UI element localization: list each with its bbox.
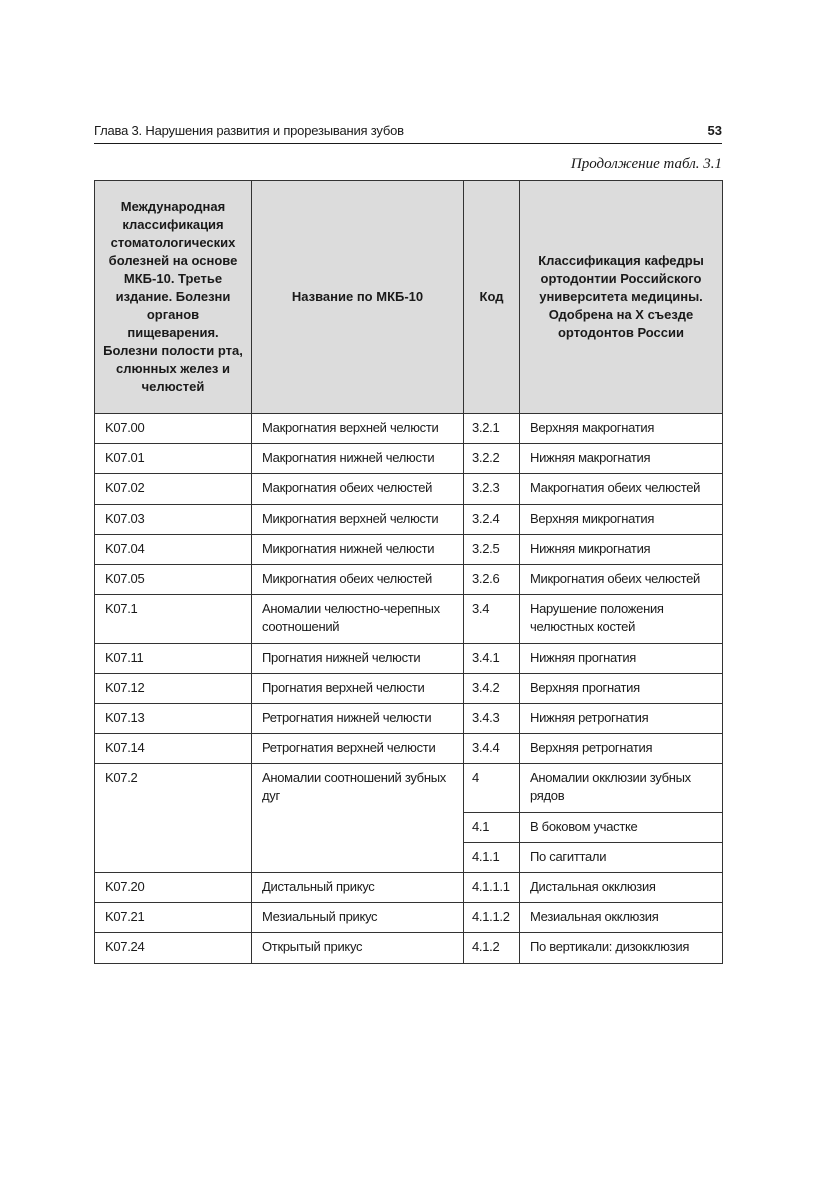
icd-code-cell: K07.2: [95, 764, 252, 873]
header-icd-name: Название по МКБ-10: [252, 181, 464, 414]
icd-name-cell: Макрогнатия обеих челюстей: [252, 474, 464, 504]
icd-code-cell: K07.00: [95, 414, 252, 444]
code-cell: 4.1.1.1: [464, 873, 520, 903]
icd-name-cell: Аномалии челюстно-черепных соотношений: [252, 595, 464, 643]
icd-name-cell: Макрогнатия верхней челюсти: [252, 414, 464, 444]
classification-cell: Нижняя ретрогнатия: [520, 703, 723, 733]
chapter-title: Глава 3. Нарушения развития и прорезывания зубов: [94, 123, 404, 138]
code-cell: 3.4.2: [464, 673, 520, 703]
table-row: [95, 564, 723, 594]
classification-table: [94, 180, 723, 964]
header-department-classification: Классификация кафедры ортодонтии Российского университета медицины. Одобрена на X съезде ортодонтов России: [520, 181, 723, 414]
classification-cell: Верхняя макрогнатия: [520, 414, 723, 444]
icd-code-cell: K07.13: [95, 703, 252, 733]
header-code: Код: [464, 181, 520, 414]
classification-cell: Нижняя макрогнатия: [520, 444, 723, 474]
classification-cell: В боковом участке: [520, 812, 723, 842]
table-header-row: [95, 181, 723, 414]
icd-name-cell: Мезиальный прикус: [252, 903, 464, 933]
icd-name-cell: Микрогнатия обеих челюстей: [252, 564, 464, 594]
table-row: [95, 734, 723, 764]
icd-code-cell: K07.05: [95, 564, 252, 594]
page-number: 53: [707, 123, 722, 138]
table-continuation-label: Продолжение табл. 3.1: [570, 156, 722, 172]
code-cell: 3.2.6: [464, 564, 520, 594]
code-cell: 3.2.1: [464, 414, 520, 444]
classification-cell: По вертикали: дизокклюзия: [520, 933, 723, 963]
icd-code-cell: K07.20: [95, 873, 252, 903]
code-cell: 3.4.3: [464, 703, 520, 733]
code-cell: 4.1: [464, 812, 520, 842]
table-row: [95, 643, 723, 673]
code-cell: 3.2.5: [464, 534, 520, 564]
running-head: [94, 121, 722, 144]
icd-code-cell: K07.12: [95, 673, 252, 703]
icd-code-cell: K07.1: [95, 595, 252, 643]
classification-cell: Макрогнатия обеих челюстей: [520, 474, 723, 504]
classification-cell: Нижняя прогнатия: [520, 643, 723, 673]
table-row: [95, 933, 723, 963]
icd-code-cell: K07.04: [95, 534, 252, 564]
table-row: [95, 703, 723, 733]
table-row: [95, 873, 723, 903]
code-cell: 4.1.1: [464, 842, 520, 872]
icd-code-cell: K07.24: [95, 933, 252, 963]
classification-cell: Мезиальная окклюзия: [520, 903, 723, 933]
icd-code-cell: K07.01: [95, 444, 252, 474]
code-cell: 4: [464, 764, 520, 812]
table-row: [95, 903, 723, 933]
table-row: [95, 444, 723, 474]
icd-name-cell: Микрогнатия нижней челюсти: [252, 534, 464, 564]
classification-cell: Нижняя микрогнатия: [520, 534, 723, 564]
icd-code-cell: K07.11: [95, 643, 252, 673]
icd-name-cell: Ретрогнатия нижней челюсти: [252, 703, 464, 733]
table-row: [95, 504, 723, 534]
table-row-group: [95, 764, 723, 812]
icd-name-cell: Макрогнатия нижней челюсти: [252, 444, 464, 474]
icd-name-cell: Открытый прикус: [252, 933, 464, 963]
code-cell: 3.2.2: [464, 444, 520, 474]
icd-code-cell: K07.02: [95, 474, 252, 504]
code-cell: 3.4: [464, 595, 520, 643]
table-row: [95, 534, 723, 564]
code-cell: 4.1.1.2: [464, 903, 520, 933]
header-icd-classification: Международная классификация стоматологических болезней на основе МКБ-10. Третье издание. Болезни органов пищеварения. Болезни полости рта, слюнных желез и челюстей: [95, 181, 252, 414]
icd-name-cell: Аномалии соотношений зубных дуг: [252, 764, 464, 873]
table-row: [95, 673, 723, 703]
classification-cell: Микрогнатия обеих челюстей: [520, 564, 723, 594]
classification-cell: Нарушение положения челюстных костей: [520, 595, 723, 643]
icd-code-cell: K07.03: [95, 504, 252, 534]
table-row: [95, 595, 723, 643]
classification-cell: Верхняя прогнатия: [520, 673, 723, 703]
code-cell: 3.4.1: [464, 643, 520, 673]
code-cell: 3.4.4: [464, 734, 520, 764]
classification-cell: Аномалии окклюзии зубных рядов: [520, 764, 723, 812]
table-row: [95, 474, 723, 504]
icd-name-cell: Прогнатия нижней челюсти: [252, 643, 464, 673]
code-cell: 3.2.4: [464, 504, 520, 534]
code-cell: 4.1.2: [464, 933, 520, 963]
classification-cell: По сагиттали: [520, 842, 723, 872]
icd-code-cell: K07.21: [95, 903, 252, 933]
code-cell: 3.2.3: [464, 474, 520, 504]
classification-cell: Верхняя ретрогнатия: [520, 734, 723, 764]
icd-code-cell: K07.14: [95, 734, 252, 764]
table-row: [95, 414, 723, 444]
icd-name-cell: Ретрогнатия верхней челюсти: [252, 734, 464, 764]
icd-name-cell: Микрогнатия верхней челюсти: [252, 504, 464, 534]
icd-name-cell: Прогнатия верхней челюсти: [252, 673, 464, 703]
classification-cell: Верхняя микрогнатия: [520, 504, 723, 534]
classification-cell: Дистальная окклюзия: [520, 873, 723, 903]
icd-name-cell: Дистальный прикус: [252, 873, 464, 903]
